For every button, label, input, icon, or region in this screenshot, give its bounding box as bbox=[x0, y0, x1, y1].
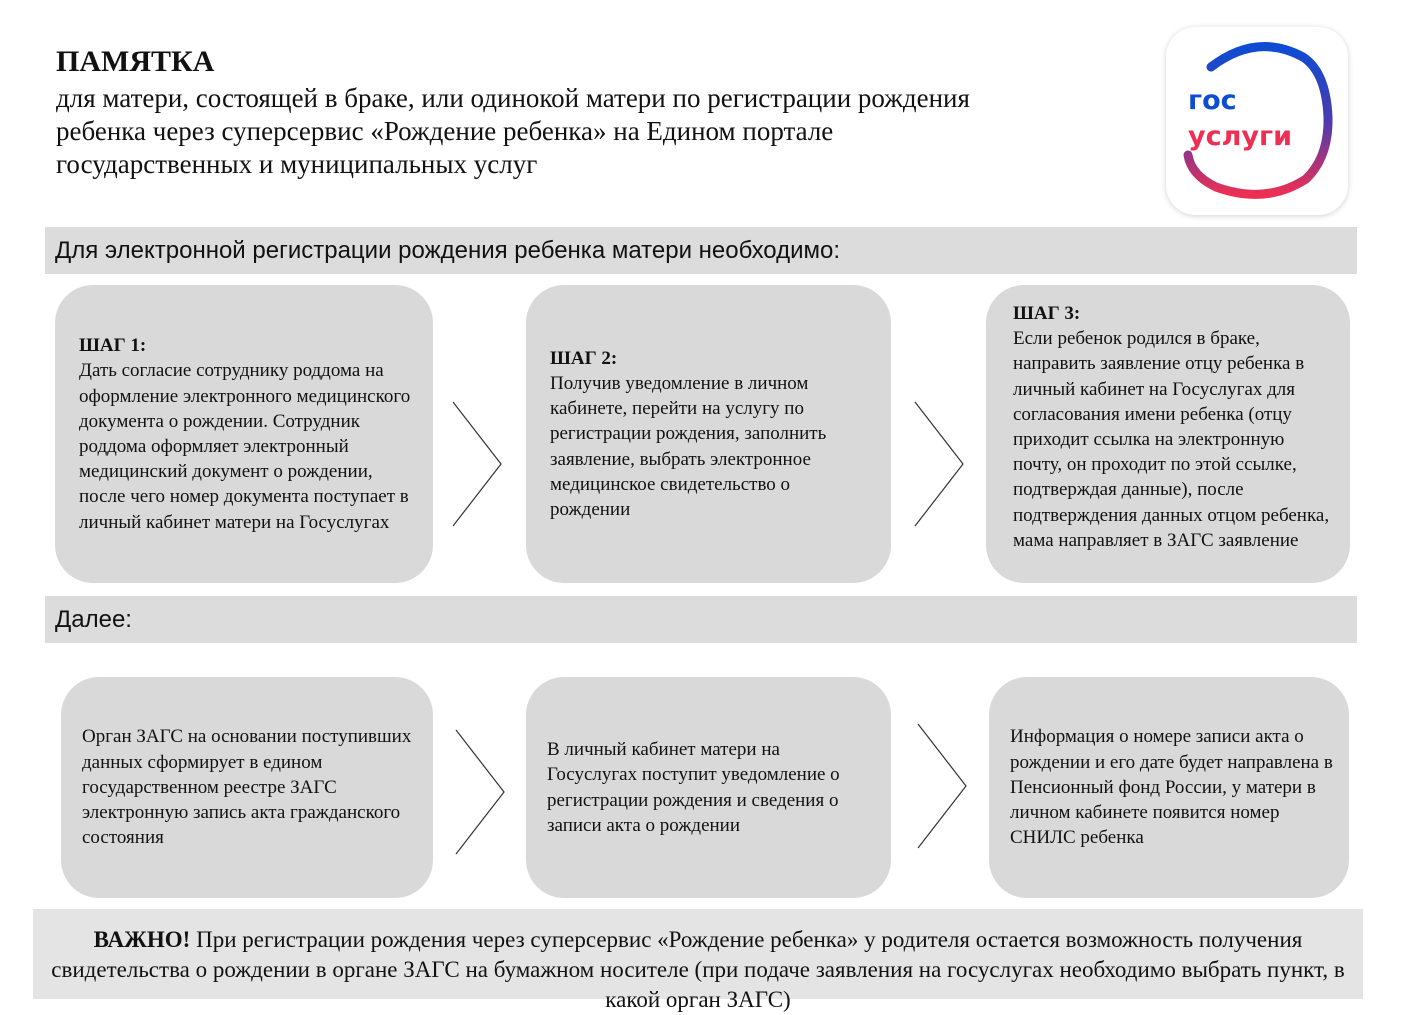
next-step-3-text: Информация о номере записи акта о рождении и его дате будет направлена в Пенсионный фонд России, у матери в личном кабинете появится номер СНИЛС ребенка bbox=[1010, 726, 1333, 849]
important-note bbox=[33, 909, 1363, 1012]
next-step-1-box bbox=[61, 677, 433, 898]
step-2-heading: ШАГ 2: bbox=[550, 347, 618, 369]
important-text: При регистрации рождения через суперсервис «Рождение ребенка» у родителя остается возможность получения свидетельства о рождении в органе ЗАГС на бумажном носителе (при подаче заявления на госуслугах необходимо выбрать пункт, в какой орган ЗАГС) bbox=[51, 927, 1345, 1012]
step-3-text: Если ребенок родился в браке, направить заявление отцу ребенка в личный кабинет на Госуслугах для согласования имени ребенка (отцу приходит ссылка на электронную почту, он проходит по этой ссылке, подтверждая данные), после подтверждения данных отцом ребенка, мама направляет в ЗАГС заявление bbox=[1013, 328, 1330, 551]
step-1-heading: ШАГ 1: bbox=[79, 335, 147, 357]
step-2-box bbox=[526, 285, 891, 583]
chevron-right-icon bbox=[911, 400, 967, 530]
header bbox=[56, 44, 1136, 181]
next-step-2-box bbox=[526, 677, 891, 898]
next-step-3-box bbox=[989, 677, 1349, 898]
chevron-right-icon bbox=[914, 722, 970, 852]
gosuslugi-logo bbox=[1166, 27, 1348, 215]
page-title: ПАМЯТКА bbox=[56, 45, 215, 78]
chevron-right-icon bbox=[452, 728, 508, 858]
next-step-2-text: В личный кабинет матери на Госуслугах поступит уведомление о регистрации рождения и сведения о записи акта о рождении bbox=[547, 739, 840, 836]
step-1-text: Дать согласие сотруднику роддома на оформление электронного медицинского документа о рождении. Сотрудник роддома оформляет электронный медицинский документ о рождении, после чего номер документа поступает в личный кабинет матери на Госуслугах bbox=[79, 360, 411, 533]
step-3-heading: ШАГ 3: bbox=[1013, 303, 1081, 324]
step-2-text: Получив уведомление в личном кабинете, перейти на услугу по регистрации рождения, заполнить заявление, выбрать электронное медицинское свидетельство о рождении bbox=[550, 372, 827, 520]
important-label: ВАЖНО! bbox=[93, 927, 191, 952]
logo-text-uslugi: услуги bbox=[1188, 121, 1293, 152]
section-heading-requirements: Для электронной регистрации рождения ребенка матери необходимо: bbox=[45, 227, 1357, 274]
page-subtitle: для матери, состоящей в браке, или одинокой матери по регистрации рождения ребенка через суперсервис «Рождение ребенка» на Едином портале государственных и муниципальных услуг bbox=[56, 83, 970, 179]
section-heading-next: Далее: bbox=[45, 596, 1357, 643]
next-step-1-text: Орган ЗАГС на основании поступивших данных сформирует в едином государственном реестре ЗАГС электронную запись акта гражданского состояния bbox=[82, 726, 412, 849]
step-1-box bbox=[55, 285, 433, 583]
step-3-box bbox=[986, 285, 1350, 583]
chevron-right-icon bbox=[449, 400, 505, 530]
logo-text-gos: гос bbox=[1188, 85, 1237, 116]
